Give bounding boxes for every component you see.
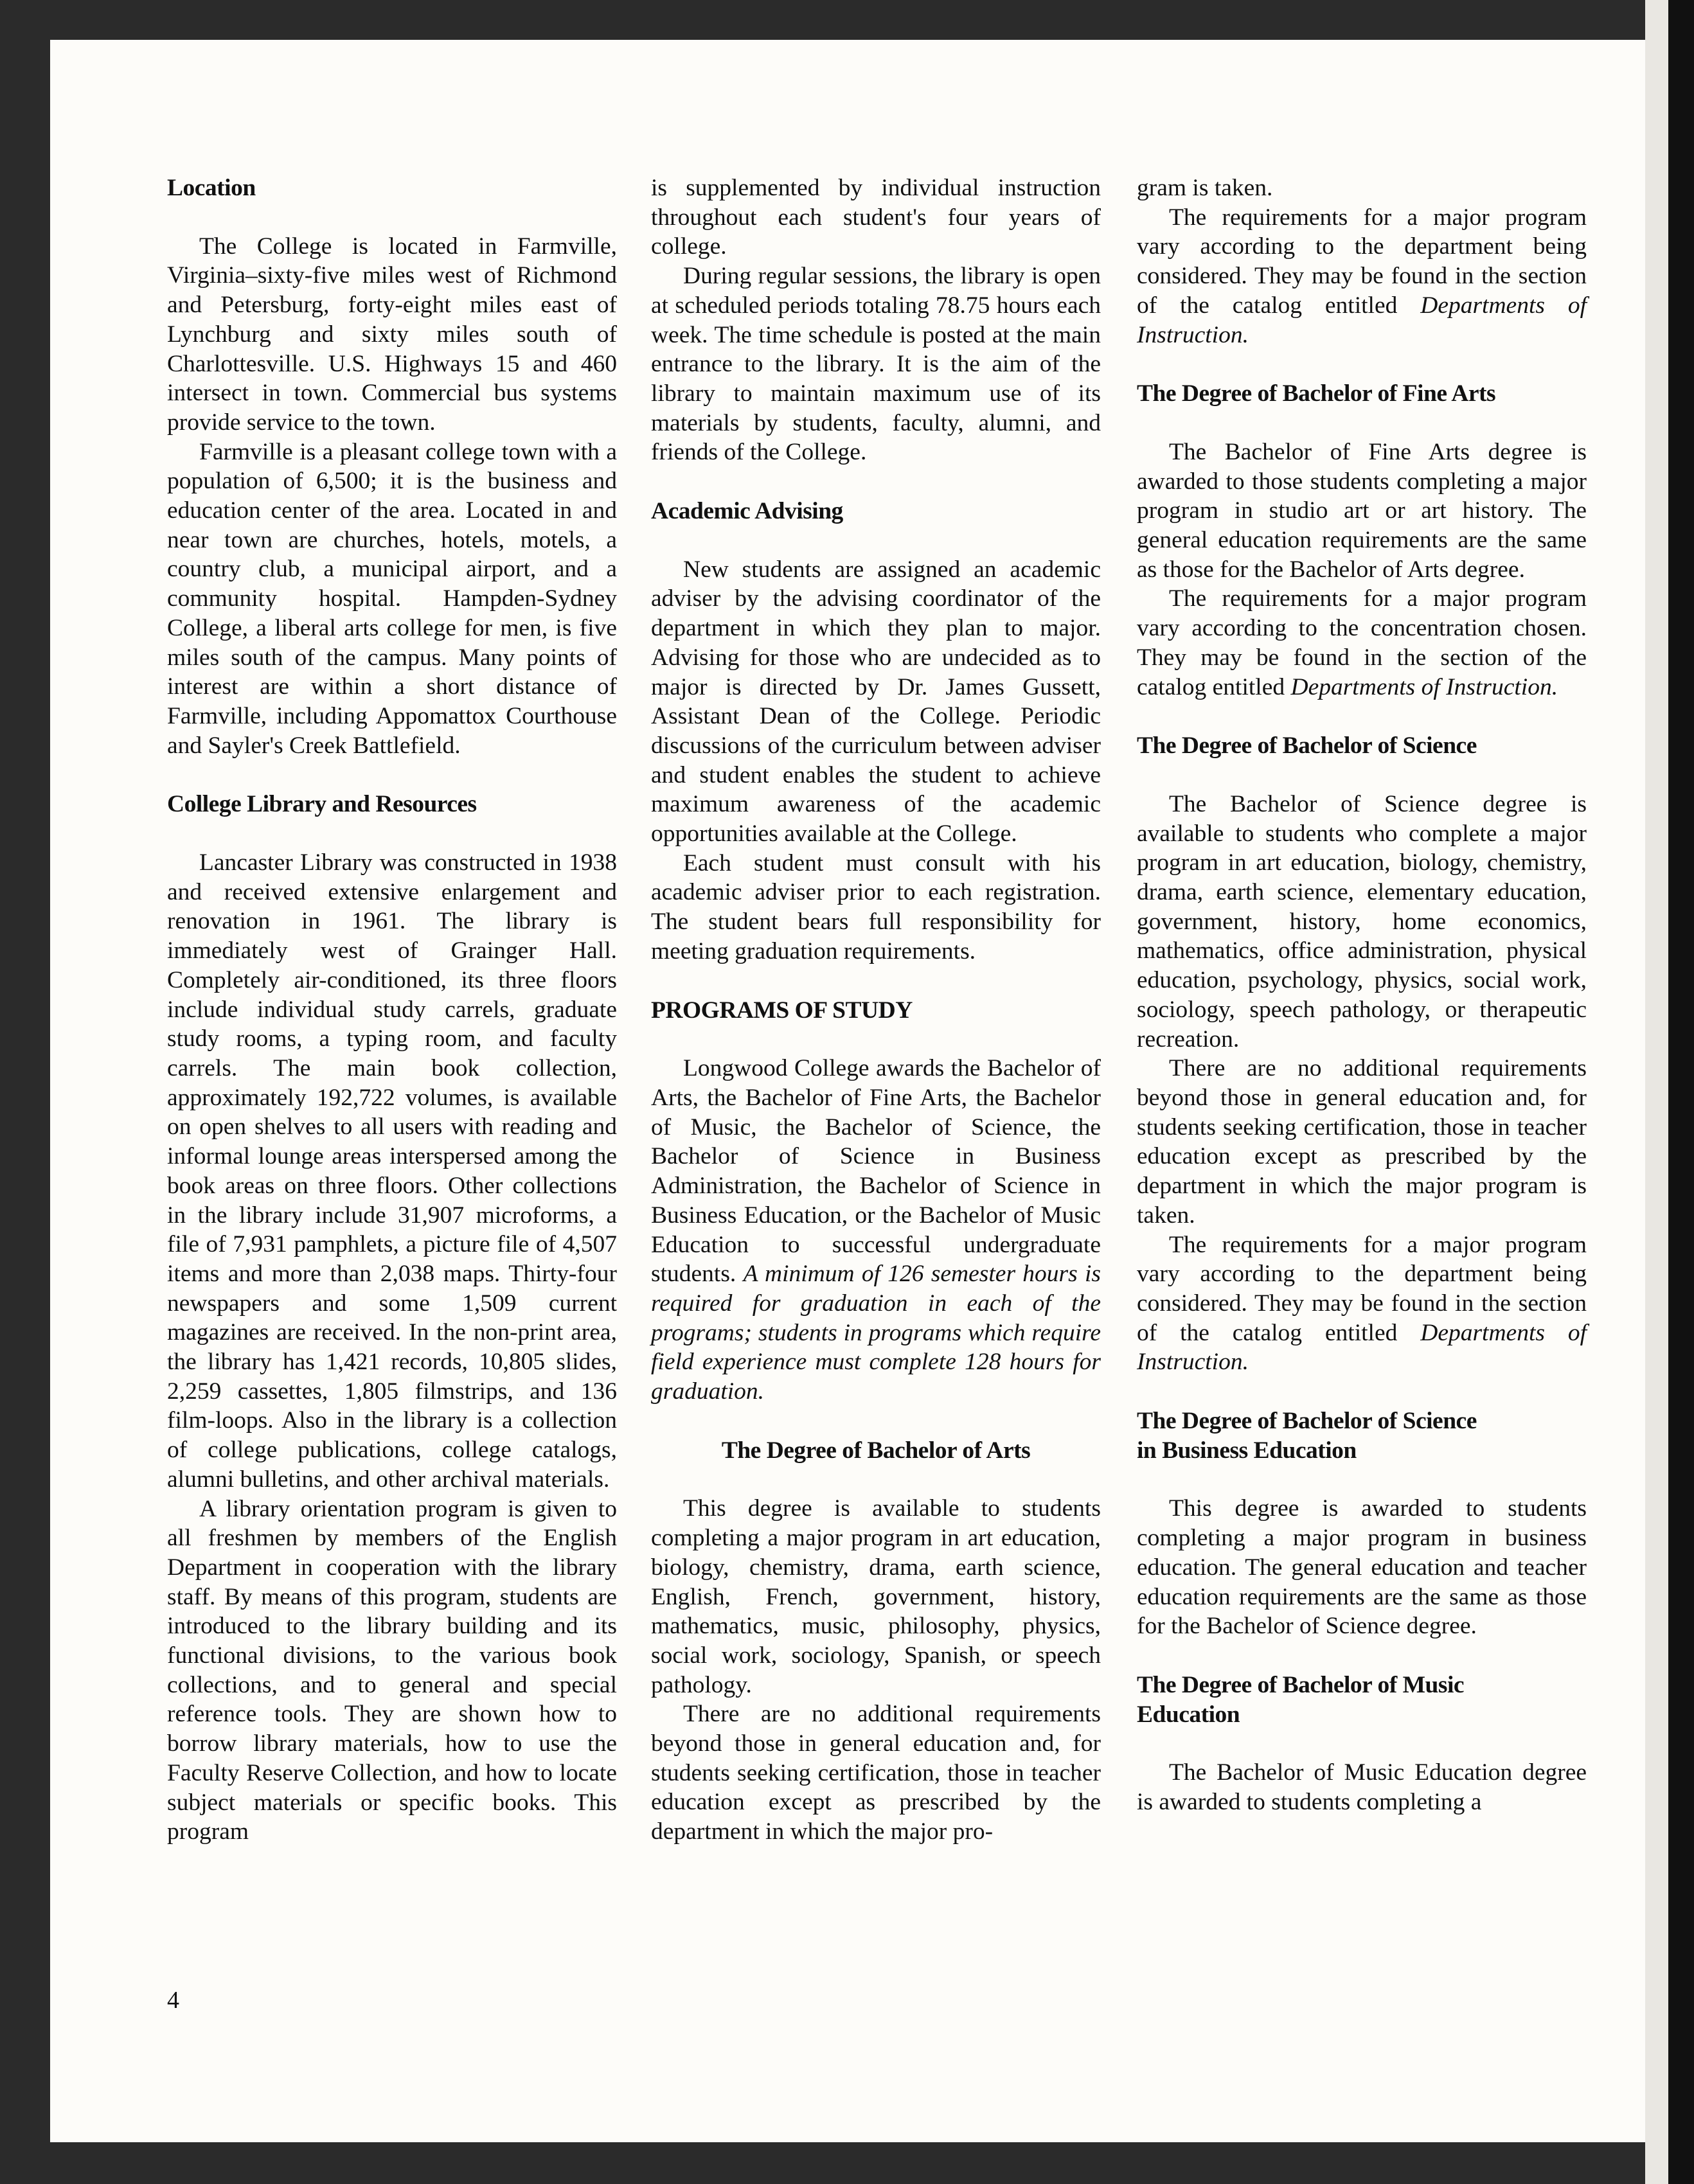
paragraph: The requirements for a major program vary according to the department being considered. They may be found in the section of the catalog entitled Departments of Instruction.	[1137, 1231, 1587, 1376]
paragraph: The Bachelor of Science degree is available to students who complete a major program in art education, biology, chemistry, drama, earth science, elementary education, government, history, home economics, mathematics, office administration, physical education, psychology, physics, social work, sociology, speech pathology, or therapeutic recreation.	[1137, 790, 1587, 1052]
column-middle	[651, 173, 1101, 1847]
paragraph: Lancaster Library was constructed in 1938 and received extensive enlargement and renovation in 1961. The library is immediately west of Grainger Hall. Completely air-conditioned, its three floors include individual study carrels, graduate study rooms, a typing room, and faculty carrels. The main book collection, approximately 192,722 volumes, is available on open shelves to all users with reading and informal lounge areas interspersed among the book areas on three floors. Other collections in the library include 31,907 microforms, a file of 7,931 pamphlets, a picture file of 4,507 items and more than 2,038 maps. Thirty-four newspapers and some 1,509 current magazines are received. In the non-print area, the library has 1,421 records, 10,805 slides, 2,259 cassettes, 1,805 filmstrips, and 136 film-loops. Also in the library is a collection of college publications, college catalogs, alumni bulletins, and other archival materials.	[167, 849, 617, 1493]
heading-bachelor-of-science: The Degree of Bachelor of Science	[1137, 732, 1477, 759]
heading-academic-advising: Academic Advising	[651, 498, 843, 525]
paragraph: This degree is available to students completing a major program in art education, biology, chemistry, drama, earth science, English, French, government, history, mathematics, music, philosophy, physics, social work, sociology, Spanish, or speech pathology.	[651, 1495, 1101, 1698]
emphasis-title: Departments of Instruction.	[1137, 292, 1587, 348]
paragraph: Farmville is a pleasant college town with a population of 6,500; it is the business and education center of the area. Located in and near town are churches, hotels, motels, a country club, a municipal airport, and a community hospital. Hampden-Sydney College, a liberal arts college for men, is five miles south of the campus. Many points of interest are within a short distance of Farmville, including Appomattox Courthouse and Sayler's Creek Battlefield.	[167, 438, 617, 759]
emphasis-title: Departments of Instruction.	[1290, 673, 1558, 700]
heading-location: Location	[167, 175, 256, 201]
paragraph: Each student must consult with his academic adviser prior to each registration. The student bears full responsibility for meeting graduation requirements.	[651, 849, 1101, 964]
paragraph-continued: is supplemented by individual instruction throughout each student's four years of college.	[651, 175, 1101, 260]
emphasis-title: Departments of Instruction.	[1137, 1319, 1587, 1376]
heading-bachelor-of-science-business-education: The Degree of Bachelor of Science in Business Education	[1137, 1408, 1477, 1464]
page-number: 4	[167, 1987, 179, 2014]
scan-edge	[1668, 0, 1694, 2184]
paragraph: The College is located in Farmville, Virginia–sixty-five miles west of Richmond and Petersburg, forty-eight miles east of Lynchburg and sixty miles south of Charlottesville. U.S. Highways 15 and 460 intersect in town. Commercial bus systems provide service to the town.	[167, 233, 617, 436]
paragraph: The Bachelor of Music Education degree is awarded to students completing a	[1137, 1759, 1587, 1816]
column-right	[1137, 173, 1587, 1817]
emphasis-requirement: A minimum of 126 semester hours is required for graduation in each of the programs; students in programs which require field experience must complete 128 hours for graduation.	[651, 1261, 1101, 1405]
paragraph: A library orientation program is given to all freshmen by members of the English Department in cooperation with the library staff. By means of this program, students are introduced to the library building and its functional divisions, to the various book collections, and to general and special reference tools. They are shown how to borrow library materials, how to use the Faculty Reserve Collection, and how to locate subject materials or specific books. This program	[167, 1495, 617, 1845]
adjacent-page-edge	[1645, 0, 1668, 2184]
paragraph: The Bachelor of Fine Arts degree is awarded to those students completing a major program in studio art or art history. The general education requirements are the same as those for the Bachelor of Arts degree.	[1137, 438, 1587, 583]
heading-bachelor-of-arts: The Degree of Bachelor of Arts	[721, 1437, 1031, 1464]
paragraph: During regular sessions, the library is open at scheduled periods totaling 78.75 hours each week. The time schedule is posted at the main entrance to the library. It is the aim of the library to maintain maximum use of its materials by students, faculty, alumni, and friends of the College.	[651, 263, 1101, 466]
column-left	[167, 173, 617, 1847]
heading-college-library: College Library and Resources	[167, 791, 477, 818]
heading-bachelor-of-music-education: The Degree of Bachelor of Music Education	[1137, 1671, 1465, 1728]
paragraph: The requirements for a major program vary according to the department being considered. They may be found in the section of the catalog entitled Departments of Instruction.	[1137, 204, 1587, 348]
paragraph: The requirements for a major program vary according to the concentration chosen. They may be found in the section of the catalog entitled Departments of Instruction.	[1137, 585, 1587, 700]
paragraph: This degree is awarded to students completing a major program in business education. The general education and teacher education requirements are the same as those for the Bachelor of Science degree.	[1137, 1495, 1587, 1640]
heading-programs-of-study: PROGRAMS OF STUDY	[651, 997, 913, 1024]
paragraph: New students are assigned an academic adviser by the advising coordinator of the department in which they plan to major. Advising for those who are undecided as to major is directed by Dr. James Gussett, Assistant Dean of the College. Periodic discussions of the curriculum between adviser and student enables the student to achieve maximum awareness of the academic opportunities available at the College.	[651, 556, 1101, 848]
paragraph: Longwood College awards the Bachelor of Arts, the Bachelor of Fine Arts, the Bachelor of Music, the Bachelor of Science, the Bachelor of Science in Business Administration, the Bachelor of Science in Business Education, or the Bachelor of Music Education to successful undergraduate students. A minimum of 126 semester hours is required for graduation in each of the programs; students in programs which require field experience must complete 128 hours for graduation.	[651, 1055, 1101, 1405]
paragraph: There are no additional requirements beyond those in general education and, for students seeking certification, those in teacher education except as prescribed by the department in which the major pro-	[651, 1701, 1101, 1845]
paragraph: There are no additional requirements beyond those in general education and, for students seeking certification, those in teacher education except as prescribed by the department in which the major program is taken.	[1137, 1055, 1587, 1229]
paragraph-continued: gram is taken.	[1137, 175, 1273, 201]
heading-bachelor-of-fine-arts: The Degree of Bachelor of Fine Arts	[1137, 380, 1496, 407]
